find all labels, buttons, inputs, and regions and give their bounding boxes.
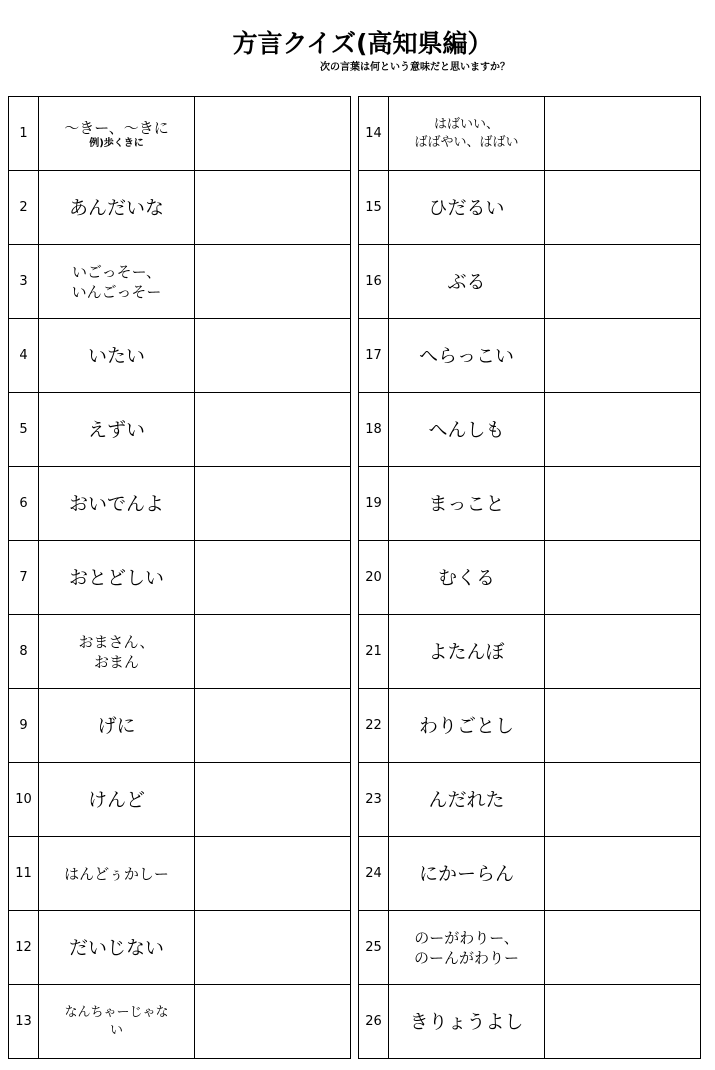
dialect-word: [389, 97, 545, 171]
quiz-row: [9, 615, 351, 689]
dialect-word: [389, 837, 545, 911]
dialect-word: [389, 689, 545, 763]
question-number: 11: [9, 837, 39, 911]
answer-box[interactable]: [545, 911, 701, 985]
dialect-word-line: おまさん、: [78, 632, 155, 651]
question-number: 21: [359, 615, 389, 689]
answer-box[interactable]: [195, 319, 351, 393]
dialect-word: [389, 985, 545, 1059]
question-number: 15: [359, 171, 389, 245]
dialect-word-line: いたい: [87, 344, 145, 367]
question-number: 24: [359, 837, 389, 911]
answer-box[interactable]: [545, 985, 701, 1059]
dialect-word-line: げに: [97, 714, 136, 737]
dialect-word: [389, 245, 545, 319]
dialect-word-line: はんどぅかしー: [64, 864, 169, 883]
question-number: 18: [359, 393, 389, 467]
question-number: 4: [9, 319, 39, 393]
dialect-word-line: のーんがわりー: [413, 948, 519, 967]
answer-box[interactable]: [545, 97, 701, 171]
dialect-word: [39, 837, 195, 911]
quiz-row: [9, 541, 351, 615]
question-number: 25: [359, 911, 389, 985]
quiz-row: [359, 171, 701, 245]
dialect-word: [39, 985, 195, 1059]
answer-box[interactable]: [195, 763, 351, 837]
quiz-row: [9, 763, 351, 837]
question-number: 20: [359, 541, 389, 615]
dialect-word-line: へらっこい: [418, 344, 514, 367]
dialect-word: [39, 171, 195, 245]
answer-box[interactable]: [195, 911, 351, 985]
question-number: 9: [9, 689, 39, 763]
quiz-row: [359, 393, 701, 467]
dialect-word-line: にかーらん: [418, 862, 514, 885]
dialect-word: [39, 319, 195, 393]
dialect-word: [39, 393, 195, 467]
answer-box[interactable]: [545, 689, 701, 763]
answer-box[interactable]: [195, 541, 351, 615]
answer-box[interactable]: [545, 171, 701, 245]
dialect-word-line: あんだいな: [68, 196, 164, 219]
dialect-word-line: へんしも: [428, 418, 505, 441]
question-number: 22: [359, 689, 389, 763]
quiz-row: [359, 97, 701, 171]
question-number: 6: [9, 467, 39, 541]
quiz-row: [359, 911, 701, 985]
quiz-row: [9, 393, 351, 467]
answer-box[interactable]: [195, 837, 351, 911]
usage-example: 例)歩くきに: [89, 137, 144, 149]
quiz-row: [9, 985, 351, 1059]
dialect-word: [389, 467, 545, 541]
dialect-word-line: だいじない: [68, 936, 164, 959]
answer-box[interactable]: [545, 541, 701, 615]
question-number: 7: [9, 541, 39, 615]
dialect-word-line: えずい: [87, 418, 145, 441]
answer-box[interactable]: [545, 763, 701, 837]
question-number: 26: [359, 985, 389, 1059]
dialect-word-line: よたんぼ: [428, 640, 505, 663]
question-number: 14: [359, 97, 389, 171]
question-number: 23: [359, 763, 389, 837]
dialect-word: [389, 319, 545, 393]
dialect-word-line: のーがわりー、: [414, 928, 519, 947]
dialect-word: [389, 171, 545, 245]
quiz-row: [9, 467, 351, 541]
answer-box[interactable]: [195, 171, 351, 245]
dialect-word: [39, 467, 195, 541]
answer-box[interactable]: [195, 393, 351, 467]
quiz-row: [9, 97, 351, 171]
quiz-row: [359, 837, 701, 911]
dialect-word: [389, 615, 545, 689]
dialect-word-line: なんちゃーじゃな: [64, 1004, 169, 1020]
dialect-word-line: んだれた: [428, 788, 505, 811]
question-number: 10: [9, 763, 39, 837]
answer-box[interactable]: [195, 985, 351, 1059]
quiz-row: [9, 245, 351, 319]
dialect-word: [39, 541, 195, 615]
dialect-word-line: いごっそー、: [71, 262, 162, 281]
answer-box[interactable]: [195, 689, 351, 763]
quiz-row: [9, 319, 351, 393]
dialect-word: [389, 541, 545, 615]
question-number: 5: [9, 393, 39, 467]
answer-box[interactable]: [195, 615, 351, 689]
dialect-word: [39, 911, 195, 985]
dialect-word: [39, 763, 195, 837]
quiz-table-left: [8, 96, 351, 1059]
dialect-word-line: むくる: [437, 566, 495, 589]
dialect-word-line: けんど: [87, 788, 145, 811]
question-number: 17: [359, 319, 389, 393]
dialect-word-line: おとどしい: [68, 566, 164, 589]
dialect-word-line: おいでんよ: [68, 492, 164, 515]
dialect-word-line: ぶる: [447, 270, 486, 293]
dialect-word: [389, 393, 545, 467]
answer-box[interactable]: [545, 393, 701, 467]
question-number: 16: [359, 245, 389, 319]
dialect-word-line: いんごっそー: [71, 282, 162, 301]
quiz-row: [9, 911, 351, 985]
question-number: 12: [9, 911, 39, 985]
answer-box[interactable]: [195, 467, 351, 541]
page-subtitle: 次の言葉は何という意味だと思いますか？: [320, 62, 510, 73]
dialect-word-line: ひだるい: [428, 196, 505, 219]
dialect-word-line: はばいい、: [433, 116, 499, 132]
question-number: 19: [359, 467, 389, 541]
question-number: 3: [9, 245, 39, 319]
answer-box[interactable]: [545, 467, 701, 541]
quiz-row: [9, 171, 351, 245]
dialect-word: [389, 763, 545, 837]
quiz-row: [359, 985, 701, 1059]
dialect-word-line: おまん: [93, 652, 139, 671]
quiz-row: [359, 541, 701, 615]
answer-box[interactable]: [545, 319, 701, 393]
quiz-row: [359, 245, 701, 319]
dialect-word-line: ～きー、～きに: [64, 118, 169, 137]
quiz-row: [359, 763, 701, 837]
question-number: 13: [9, 985, 39, 1059]
question-number: 2: [9, 171, 39, 245]
page-title: 方言クイズ(高知県編）: [232, 29, 493, 58]
answer-box[interactable]: [545, 837, 701, 911]
quiz-row: [359, 467, 701, 541]
dialect-word: [39, 97, 195, 171]
answer-box[interactable]: [545, 615, 701, 689]
question-number: 1: [9, 97, 39, 171]
dialect-word-line: い: [109, 1022, 123, 1038]
answer-box[interactable]: [545, 245, 701, 319]
quiz-table-right: [358, 96, 701, 1059]
dialect-word: [39, 689, 195, 763]
dialect-word-line: きりょうよし: [409, 1010, 524, 1033]
question-number: 8: [9, 615, 39, 689]
quiz-row: [9, 837, 351, 911]
quiz-row: [359, 689, 701, 763]
quiz-row: [359, 319, 701, 393]
dialect-word-line: ばばやい、ばばい: [414, 134, 519, 150]
dialect-word: [389, 911, 545, 985]
dialect-word-line: まっこと: [428, 492, 505, 515]
dialect-word: [39, 245, 195, 319]
dialect-word: [39, 615, 195, 689]
quiz-row: [9, 689, 351, 763]
answer-box[interactable]: [195, 97, 351, 171]
quiz-row: [359, 615, 701, 689]
answer-box[interactable]: [195, 245, 351, 319]
dialect-word-line: わりごとし: [418, 714, 514, 737]
